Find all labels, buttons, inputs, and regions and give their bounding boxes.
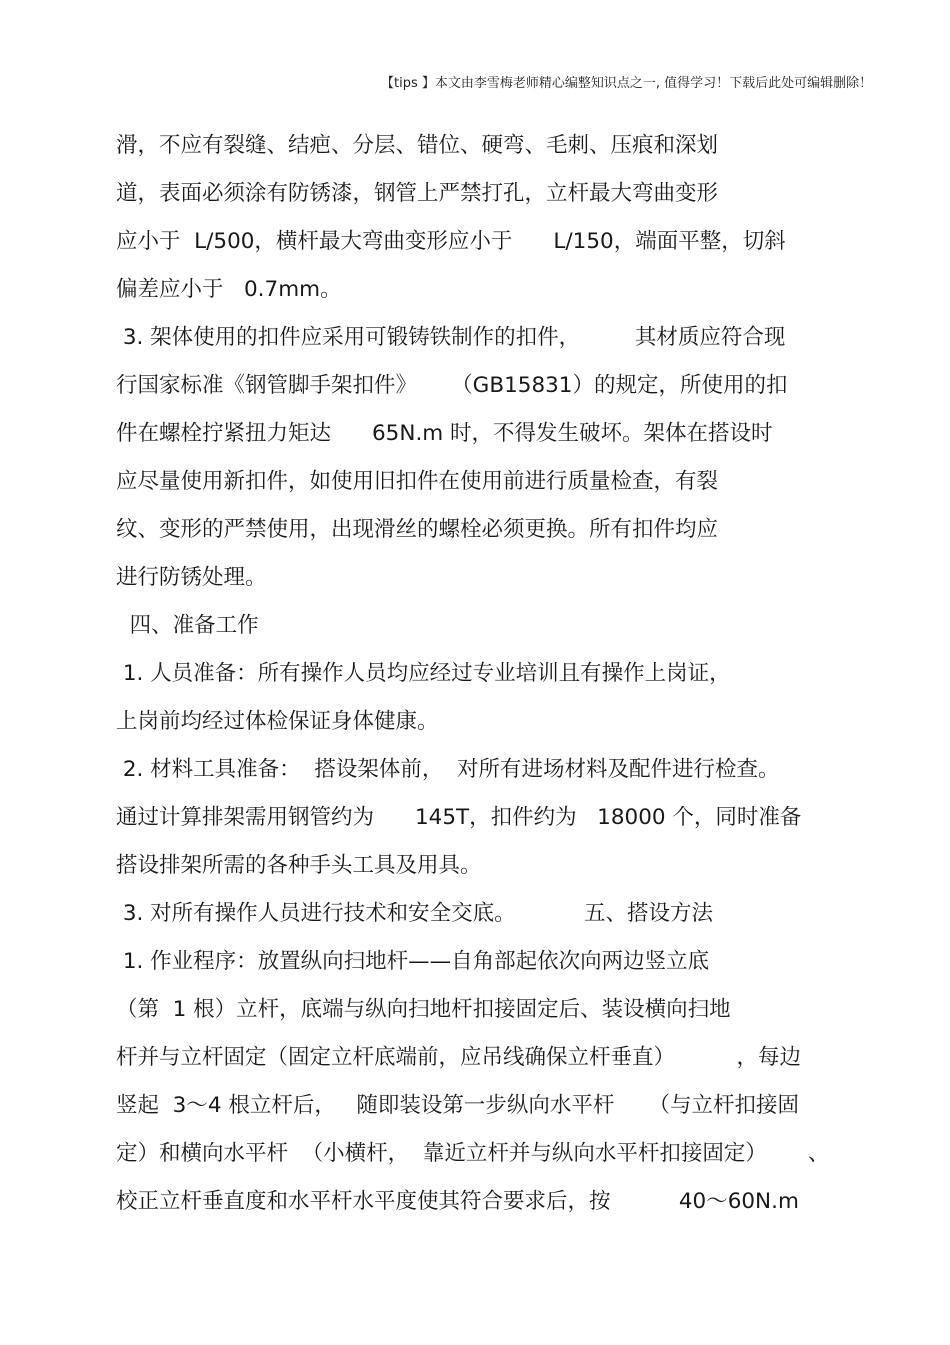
text-line: 通过计算排架需用钢管约为 145T，扣件约为 18000 个，同时准备 xyxy=(116,805,802,830)
text-line: 道，表面必须涂有防锈漆，钢管上严禁打孔，立杆最大弯曲变形 xyxy=(116,181,719,206)
text-line: 偏差应小于 0.7mm。 xyxy=(116,277,342,302)
text-line: 应尽量使用新扣件，如使用旧扣件在使用前进行质量检查，有裂 xyxy=(116,469,719,494)
text-line: 2. 材料工具准备： 搭设架体前， 对所有进场材料及配件进行检查。 xyxy=(116,757,780,782)
text-line: （第 1 根）立杆，底端与纵向扫地杆扣接固定后、装设横向扫地 xyxy=(116,997,731,1022)
text-line: 件在螺栓拧紧扭力矩达 65N.m 时，不得发生破坏。架体在搭设时 xyxy=(116,421,773,446)
section-heading: 四、准备工作 xyxy=(116,613,259,638)
text-line: 定）和横向水平杆 （小横杆， 靠近立杆并与纵向水平杆扣接固定） 、 xyxy=(116,1141,830,1166)
text-line: 杆并与立杆固定（固定立杆底端前，应吊线确保立杆垂直） ，每边 xyxy=(116,1045,802,1070)
text-line: 校正立杆垂直度和水平杆水平度使其符合要求后，按 40～60N.m xyxy=(116,1189,799,1214)
text-line: 上岗前均经过体检保证身体健康。 xyxy=(116,709,439,734)
text-line: 1. 作业程序：放置纵向扫地杆——自角部起依次向两边竖立底 xyxy=(116,949,710,974)
text-line: 滑，不应有裂缝、结疤、分层、错位、硬弯、毛刺、压痕和深划 xyxy=(116,133,719,158)
text-line: 纹、变形的严禁使用，出现滑丝的螺栓必须更换。所有扣件均应 xyxy=(116,517,719,542)
text-line: 3. 架体使用的扣件应采用可锻铸铁制作的扣件， 其材质应符合现 xyxy=(116,325,786,350)
text-line: 搭设排架所需的各种手头工具及用具。 xyxy=(116,853,482,878)
text-line: 进行防锈处理。 xyxy=(116,565,267,590)
text-line: 行国家标准《钢管脚手架扣件》 （GB15831）的规定，所使用的扣 xyxy=(116,373,788,398)
text-line: 3. 对所有操作人员进行技术和安全交底。 五、搭设方法 xyxy=(116,901,714,926)
text-line: 1. 人员准备：所有操作人员均应经过专业培训且有操作上岗证， xyxy=(116,661,731,686)
text-line: 竖起 3～4 根立杆后， 随即装设第一步纵向水平杆 （与立杆扣接固 xyxy=(116,1093,800,1118)
header-tips: 【tips 】本文由李雪梅老师精心编整知识点之一, 值得学习！下载后此处可编辑删除！ xyxy=(381,76,873,91)
text-line: 应小于 L/500，横杆最大弯曲变形应小于 L/150，端面平整，切斜 xyxy=(116,229,786,254)
